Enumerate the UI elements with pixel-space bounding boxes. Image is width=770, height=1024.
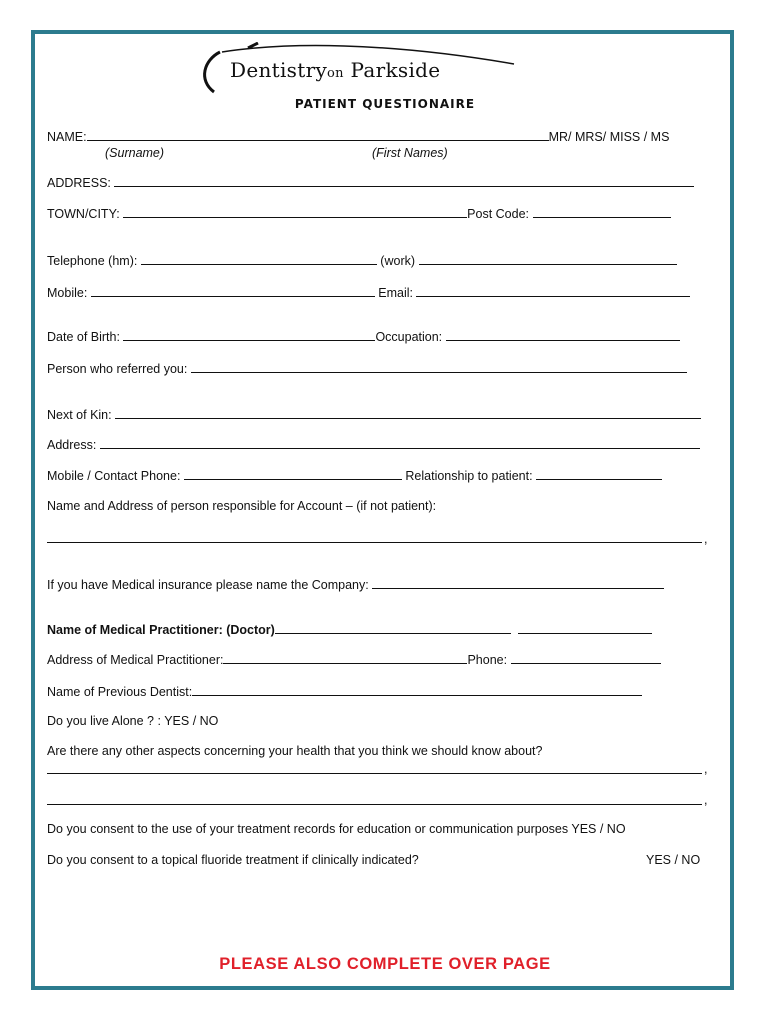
practitioner-phone-label: Phone: [467,653,508,667]
email-label: Email: [378,286,413,300]
health-line-1[interactable] [47,773,702,774]
postcode-label: Post Code: [467,207,530,221]
practice-logo [196,42,536,98]
firstnames-hint: (First Names) [372,146,448,160]
practitioner-address-row [47,652,661,667]
tel-home-label: Telephone (hm): [47,254,138,268]
town-label: TOWN/CITY: [47,207,120,221]
referred-row [47,361,687,376]
mobile-row [47,285,690,300]
dob-label: Date of Birth: [47,330,120,344]
referred-field[interactable] [191,361,687,373]
logo-name-small: on [327,66,344,81]
practitioner-row [47,622,652,637]
postcode-field[interactable] [533,206,671,218]
tel-home-field[interactable] [141,253,377,265]
page-title: PATIENT QUESTIONAIRE [294,97,476,111]
prev-dentist-label: Name of Previous Dentist: [47,685,193,699]
logo-name-main: Dentistry [230,58,328,82]
comma-mark: , [704,532,708,546]
practitioner-label: Name of Medical Practitioner: (Doctor) [47,623,275,637]
dob-row [47,329,680,344]
referred-label: Person who referred you: [47,362,188,376]
insurance-label: If you have Medical insurance please name the Company: [47,578,369,592]
logo-text [230,58,440,82]
practitioner-field[interactable] [275,622,511,634]
kin-field[interactable] [115,407,701,419]
kin-address-row [47,437,700,452]
logo-name-end: Parkside [350,58,441,82]
name-row [47,129,669,144]
telephone-row [47,253,677,268]
insurance-field[interactable] [372,577,664,589]
email-field[interactable] [416,285,690,297]
health-line-2[interactable] [47,804,702,805]
practitioner-phone-field[interactable] [511,652,661,664]
dob-field[interactable] [123,329,375,341]
occupation-field[interactable] [446,329,680,341]
consent-records-question[interactable]: Do you consent to the use of your treatment records for education or communication purposes YES / NO [47,822,626,836]
surname-hint: (Surname) [105,146,165,160]
address-label: ADDRESS: [47,176,111,190]
prev-dentist-field[interactable] [192,684,642,696]
practitioner-address-field[interactable] [223,652,467,664]
kin-address-label: Address: [47,438,97,452]
occupation-label: Occupation: [375,330,443,344]
town-row [47,206,671,221]
kin-row [47,407,701,422]
kin-phone-label: Mobile / Contact Phone: [47,469,181,483]
responsible-field[interactable] [47,542,702,543]
insurance-row [47,577,664,592]
kin-label: Next of Kin: [47,408,112,422]
relationship-field[interactable] [536,468,662,480]
footer-notice: PLEASE ALSO COMPLETE OVER PAGE [219,955,551,973]
tel-work-label: (work) [380,254,416,268]
tel-work-field[interactable] [419,253,677,265]
kin-address-field[interactable] [100,437,700,449]
live-alone-question[interactable]: Do you live Alone ? : YES / NO [47,714,219,728]
prev-dentist-row [47,684,642,699]
practitioner-extra-field[interactable] [518,622,652,634]
name-field[interactable] [87,129,549,141]
comma-mark-3: , [704,793,708,807]
address-row [47,175,694,190]
town-field[interactable] [123,206,467,218]
name-label: NAME: [47,130,87,144]
consent-fluoride-question: Do you consent to a topical fluoride treatment if clinically indicated? [47,853,419,867]
title-options[interactable]: MR/ MRS/ MISS / MS [548,130,670,144]
relationship-label: Relationship to patient: [405,469,533,483]
kin-phone-row [47,468,662,483]
comma-mark-2: , [704,762,708,776]
mobile-label: Mobile: [47,286,88,300]
mobile-field[interactable] [91,285,375,297]
health-question: Are there any other aspects concerning your health that you think we should know about? [47,744,543,758]
kin-phone-field[interactable] [184,468,402,480]
address-field[interactable] [114,175,694,187]
practitioner-address-label: Address of Medical Practitioner: [47,653,224,667]
consent-fluoride-options[interactable]: YES / NO [646,853,701,867]
responsible-label: Name and Address of person responsible for Account – (if not patient): [47,499,437,513]
